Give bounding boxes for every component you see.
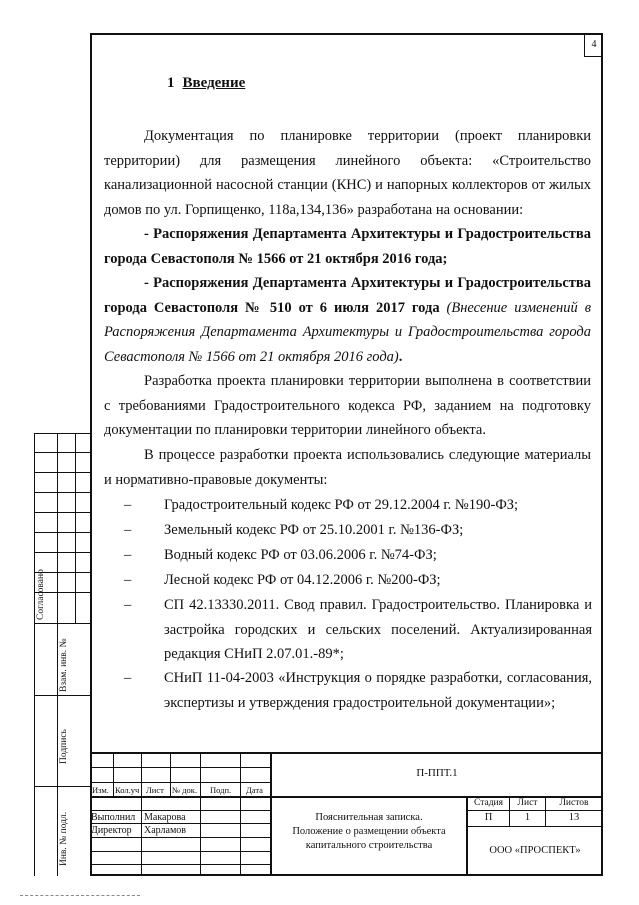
list-item bbox=[124, 568, 592, 593]
list-item bbox=[124, 543, 592, 568]
col-header: № док. bbox=[172, 785, 198, 795]
sheets-header: Листов bbox=[559, 798, 589, 808]
role-label: Выполнил bbox=[91, 812, 136, 823]
doc-code: П-ППТ.1 bbox=[416, 767, 458, 779]
list-item-text: Градостроительный кодекс РФ от 29.12.2004 г. №190-ФЗ; bbox=[164, 497, 519, 513]
basis-item-2-main: - Распоряжения Департамента Архитектуры и Градостроительства города Севастополя № 510 от 6 июля 2017 года bbox=[104, 275, 591, 316]
sheets-value: 13 bbox=[568, 812, 580, 823]
col-header: Лист bbox=[146, 785, 164, 795]
list-dash: – bbox=[124, 497, 132, 513]
list-item bbox=[124, 593, 592, 667]
doc-title-line: капитального строительства bbox=[305, 840, 433, 851]
sheet-header: Лист bbox=[517, 798, 538, 808]
list-item bbox=[124, 666, 592, 715]
role-label: Директор bbox=[91, 825, 132, 836]
intro-paragraph: Документация по планировке территории (проект планировки территории) для размещения линейного объекта: «Строительство канализационной насосной станции (КНС) и напорных коллекторов от жилых домов по ул. Горпищенко, 118а,134,136» разработана на основании: bbox=[104, 128, 591, 218]
doc-title-line: Положение о размещении объекта bbox=[292, 826, 446, 837]
section-title: Введение bbox=[182, 75, 246, 91]
list-item-text: СП 42.13330.2011. Свод правил. Градостроительство. Планировка и застройка городских и сельских поселений. Актуализированная редакция СНиП 2.07.01.-89*; bbox=[164, 597, 592, 662]
company-name: ООО «ПРОСПЕКТ» bbox=[489, 845, 581, 856]
basis-item-1: - Распоряжения Департамента Архитектуры и Градостроительства города Севастополя № 1566 от 21 октября 2016 года; bbox=[104, 226, 591, 267]
col-header: Изм. bbox=[92, 785, 109, 795]
list-dash: – bbox=[124, 547, 132, 563]
agreed-label: Согласовано bbox=[36, 569, 46, 620]
list-item bbox=[124, 518, 592, 543]
basis-item-2-note: (Внесение изменений в Распоряжения Департамента Архитектуры и Градостроительства города Севастополя № 1566 от 21 октября 2016 года) bbox=[104, 299, 591, 365]
stage-value: П bbox=[484, 812, 493, 823]
section-number: 1 bbox=[167, 75, 175, 91]
col-header: Дата bbox=[246, 785, 263, 795]
list-item bbox=[124, 493, 592, 518]
scan-edge bbox=[20, 895, 140, 896]
sheet-value: 1 bbox=[524, 812, 531, 823]
materials-paragraph: В процессе разработки проекта использовались следующие материалы и нормативно-правовые документы: bbox=[104, 447, 591, 488]
list-item-text: Водный кодекс РФ от 03.06.2006 г. №74-ФЗ; bbox=[164, 547, 437, 563]
list-dash: – bbox=[124, 597, 132, 613]
section-heading bbox=[167, 75, 245, 92]
list-dash: – bbox=[124, 670, 132, 686]
doc-title-line: Пояснительная записка. bbox=[315, 812, 423, 823]
orig-inv-label: Инв. № подл. bbox=[59, 811, 69, 866]
col-header: Кол.уч bbox=[115, 785, 140, 795]
basis-item-2-tail: . bbox=[398, 348, 403, 365]
basis-item-2 bbox=[104, 271, 591, 369]
list-item-text: Лесной кодекс РФ от 04.12.2006 г. №200-ФЗ; bbox=[164, 572, 441, 588]
list-item-text: СНиП 11-04-2003 «Инструкция о порядке разработки, согласования, экспертизы и утверждения градостроительной документации»; bbox=[164, 670, 592, 711]
doc-title bbox=[272, 811, 466, 853]
role-name: Харламов bbox=[144, 825, 187, 836]
list-item-text: Земельный кодекс РФ от 25.10.2001 г. №136-ФЗ; bbox=[164, 522, 464, 538]
replace-inv-label: Взам. инв. № bbox=[59, 638, 69, 692]
col-header: Подп. bbox=[210, 785, 232, 795]
page-number: 4 bbox=[584, 34, 603, 57]
list-dash: – bbox=[124, 572, 132, 588]
compliance-paragraph: Разработка проекта планировки территории выполнена в соответствии с требованиями Градостроительного кодекса РФ, заданием на подготовку документации по планировки территории линейного объекта. bbox=[104, 373, 591, 438]
role-name: Макарова bbox=[144, 812, 186, 823]
list-dash: – bbox=[124, 522, 132, 538]
stage-header: Стадия bbox=[474, 798, 503, 808]
signature-label: Подпись bbox=[59, 729, 69, 764]
